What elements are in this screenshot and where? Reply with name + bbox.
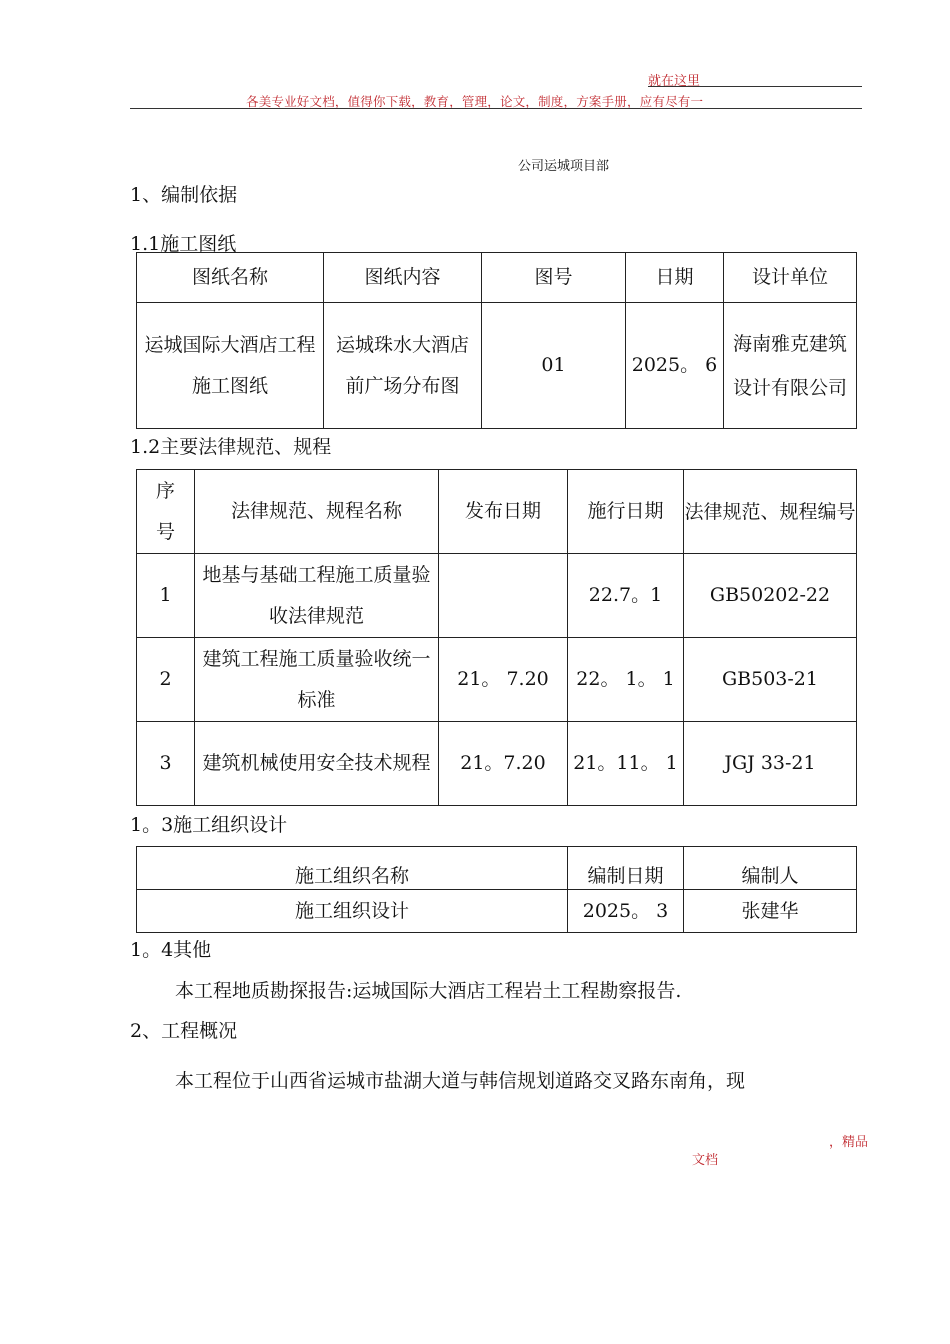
row-reg-name: 地基与基础工程施工质量验收法律规范 (195, 554, 439, 638)
row-seq: 3 (137, 722, 195, 806)
col-design-unit: 设计单位 (724, 253, 857, 303)
project-overview-text: 本工程位于山西省运城市盐湖大道与韩信规划道路交叉路东南角，现 (175, 1070, 746, 1092)
row-effective-date: 21。11。 1 (568, 722, 684, 806)
col-drawing-name: 图纸名称 (137, 253, 324, 303)
drawing-name-cell: 运城国际大酒店工程施工图纸 (137, 303, 324, 429)
drawings-table (136, 252, 857, 429)
regulations-table (136, 469, 857, 806)
footer-line1: ，精品 (829, 1135, 869, 1150)
org-name-cell: 施工组织设计 (137, 890, 568, 933)
row-publish-date (439, 554, 568, 638)
footer-line2: 文档 (692, 1153, 719, 1168)
row-seq: 2 (137, 638, 195, 722)
row-effective-date: 22。 1。 1 (568, 638, 684, 722)
header-note: 就在这里 (648, 74, 701, 89)
section13-title: 1。3施工组织设计 (130, 814, 288, 836)
org-design-table (136, 846, 857, 933)
header-rule (130, 108, 862, 109)
section14-title: 1。4其他 (130, 939, 212, 961)
row-reg-code: GB50202-22 (684, 554, 857, 638)
row-publish-date: 21。7.20 (439, 722, 568, 806)
row-publish-date: 21。 7.20 (439, 638, 568, 722)
header-rule-short (648, 86, 862, 87)
section11-title: 1.1施工图纸 (130, 233, 237, 255)
col-drawing-number: 图号 (482, 253, 626, 303)
section12-title: 1.2主要法律规范、规程 (130, 436, 332, 458)
design-unit-cell: 海南雅克建筑设计有限公司 (724, 303, 857, 429)
drawing-content-cell: 运城珠水大酒店前广场分布图 (324, 303, 482, 429)
compiler-cell: 张建华 (684, 890, 857, 933)
col-publish-date: 发布日期 (439, 470, 568, 554)
col-compiler: 编制人 (684, 847, 857, 890)
col-date: 日期 (626, 253, 724, 303)
department-label: 公司运城项目部 (518, 159, 610, 174)
col-drawing-content: 图纸内容 (324, 253, 482, 303)
col-org-name: 施工组织名称 (137, 847, 568, 890)
drawing-date-cell: 2025。 6 (626, 303, 724, 429)
row-effective-date: 22.7。1 (568, 554, 684, 638)
col-seq: 序号 (137, 470, 195, 554)
table-row (137, 554, 857, 638)
table-row (137, 638, 857, 722)
row-reg-name: 建筑工程施工质量验收统一标准 (195, 638, 439, 722)
compile-date-cell: 2025。 3 (568, 890, 684, 933)
header-subtitle: 各美专业好文档，值得你下载，教育，管理，论文，制度，方案手册，应有尽有一 (246, 94, 704, 109)
col-reg-name: 法律规范、规程名称 (195, 470, 439, 554)
row-reg-code: JGJ 33-21 (684, 722, 857, 806)
drawing-number-cell: 01 (482, 303, 626, 429)
table-row (137, 722, 857, 806)
col-effective-date: 施行日期 (568, 470, 684, 554)
row-seq: 1 (137, 554, 195, 638)
row-reg-code: GB503-21 (684, 638, 857, 722)
section2-title: 2、工程概况 (130, 1020, 238, 1042)
row-reg-name: 建筑机械使用安全技术规程 (195, 722, 439, 806)
col-reg-code: 法律规范、规程编号 (684, 470, 857, 554)
section1-title: 1、编制依据 (130, 184, 238, 206)
col-compile-date: 编制日期 (568, 847, 684, 890)
geology-report-text: 本工程地质勘探报告:运城国际大酒店工程岩土工程勘察报告. (175, 980, 682, 1002)
